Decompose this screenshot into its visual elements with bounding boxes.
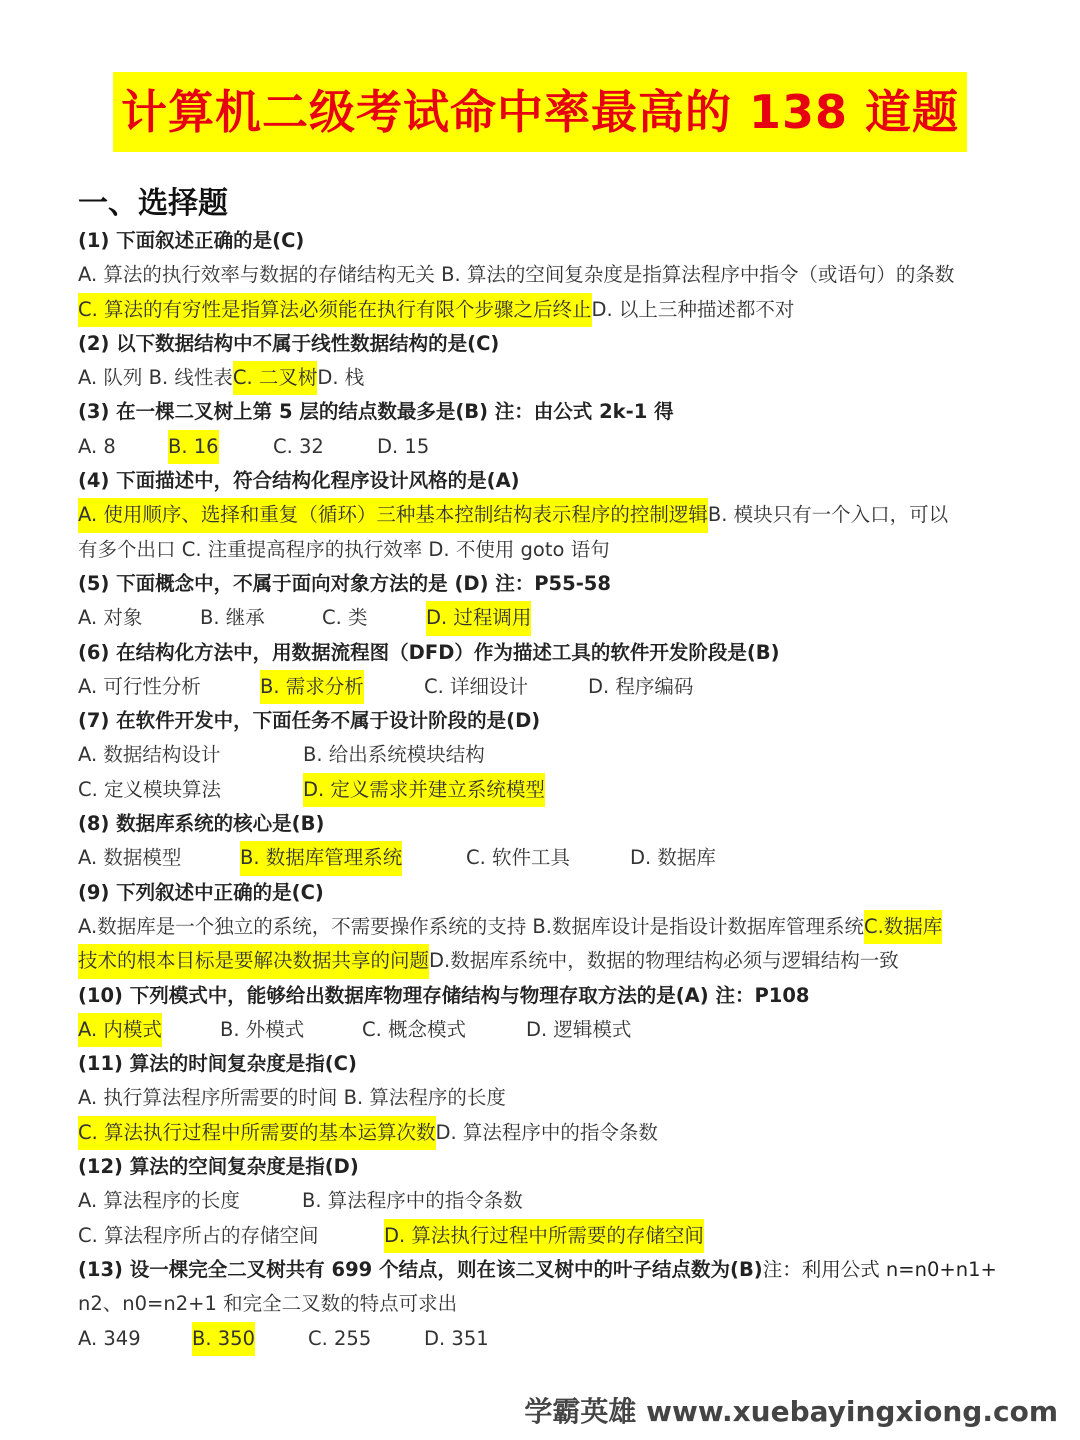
question-line (78, 464, 1013, 498)
text-segment: (1) 下面叙述正确的是(C) (78, 229, 305, 252)
question-list (78, 224, 1013, 1356)
answer-line (78, 498, 1013, 532)
question-line (78, 1253, 1013, 1287)
answer-column (78, 1322, 192, 1356)
answer-column (78, 1013, 220, 1047)
answer-line (78, 533, 1013, 567)
answer-column (78, 601, 200, 635)
question-line (78, 636, 1013, 670)
answer-column (424, 670, 588, 704)
answer-column (192, 1322, 308, 1356)
text-segment: (12) 算法的空间复杂度是指(D) (78, 1155, 359, 1179)
page-title: 计算机二级考试命中率最高的 138 道题 (113, 72, 967, 152)
answer-column (260, 670, 424, 704)
answer-column (78, 738, 303, 772)
text-segment: A. 执行算法程序所需要的时间 B. 算法程序的长度 (78, 1086, 506, 1110)
answer-column (240, 841, 466, 875)
question-line (78, 1150, 1013, 1184)
answer-column (78, 1219, 384, 1253)
title-wrap (0, 72, 1080, 152)
question-line (78, 979, 1013, 1013)
text-segment: (2) 以下数据结构中不属于线性数据结构的是(C) (78, 331, 500, 355)
text-segment: D. 算法程序中的指令条数 (435, 1120, 658, 1144)
answer-column (78, 670, 260, 704)
text-segment: D. 351 (424, 1326, 489, 1350)
text-segment: D. 数据库 (630, 846, 716, 870)
answer-column (466, 841, 630, 875)
answer-line (78, 430, 1013, 464)
text-segment: (11) 算法的时间复杂度是指(C) (78, 1052, 357, 1076)
answer-line (78, 1287, 1013, 1321)
correct-answer-highlight: B. 350 (192, 1322, 255, 1356)
text-segment: (7) 在软件开发中，下面任务不属于设计阶段的是(D) (78, 709, 541, 733)
section-heading: 一、选择题 (78, 186, 228, 221)
answer-column (362, 1013, 526, 1047)
question-line (78, 327, 1013, 361)
text-segment: B. 给出系统模块结构 (303, 743, 485, 767)
correct-answer-highlight: D. 过程调用 (426, 601, 531, 635)
text-segment: (9) 下列叙述中正确的是(C) (78, 880, 324, 904)
answer-line (78, 1184, 1013, 1218)
correct-answer-highlight: C. 算法的有穷性是指算法必须能在执行有限个步骤之后终止 (78, 293, 592, 327)
text-segment: D. 15 (377, 434, 430, 458)
text-segment: A. 可行性分析 (78, 674, 201, 698)
correct-answer-highlight: A. 内模式 (78, 1013, 162, 1047)
answer-line (78, 944, 1013, 978)
answer-column (200, 601, 322, 635)
answer-line (78, 910, 1013, 944)
answer-line (78, 841, 1013, 875)
text-segment: C. 软件工具 (466, 846, 571, 870)
text-segment: B. 算法程序中的指令条数 (302, 1189, 523, 1213)
answer-line (78, 773, 1013, 807)
answer-line (78, 258, 1013, 292)
correct-answer-highlight: C. 算法执行过程中所需要的基本运算次数 (78, 1116, 436, 1150)
text-segment: D. 栈 (317, 366, 365, 390)
text-segment: D. 逻辑模式 (526, 1017, 632, 1041)
answer-line (78, 293, 1013, 327)
answer-line (78, 670, 1013, 704)
answer-line (78, 1322, 1013, 1356)
answer-column (78, 841, 240, 875)
text-segment: A. 数据模型 (78, 846, 182, 870)
answer-column (308, 1322, 424, 1356)
answer-column (322, 601, 426, 635)
text-segment: C. 32 (273, 434, 324, 458)
text-segment: C. 255 (308, 1326, 372, 1350)
answer-line (78, 1116, 1013, 1150)
correct-answer-highlight: D. 定义需求并建立系统模型 (303, 773, 545, 807)
text-segment: n2、n0=n2+1 和完全二叉数的特点可求出 (78, 1292, 458, 1316)
text-segment: A. 算法的执行效率与数据的存储结构无关 B. 算法的空间复杂度是指算法程序中指令（或语句）的条数 (78, 263, 955, 287)
correct-answer-highlight: B. 16 (168, 430, 219, 464)
answer-column (78, 1184, 302, 1218)
text-segment: D.数据库系统中，数据的物理结构必须与逻辑结构一致 (429, 949, 899, 973)
answer-column (78, 430, 168, 464)
text-segment: A. 对象 (78, 606, 143, 630)
text-segment: (6) 在结构化方法中，用数据流程图（DFD）作为描述工具的软件开发阶段是(B) (78, 640, 780, 664)
answer-line (78, 1013, 1013, 1047)
footer-watermark: 学霸英雄 www.xuebayingxiong.com (524, 1395, 1058, 1428)
correct-answer-highlight: A. 使用顺序、选择和重复（循环）三种基本控制结构表示程序的控制逻辑 (78, 498, 708, 532)
question-line (78, 1047, 1013, 1081)
text-segment: (10) 下列模式中，能够给出数据库物理存储结构与物理存取方法的是(A) 注：P108 (78, 983, 810, 1007)
text-segment: 注：利用公式 n=n0+n1+ (762, 1257, 997, 1281)
text-segment: A. 队列 B. 线性表 (78, 366, 233, 390)
text-segment: C. 概念模式 (362, 1017, 467, 1041)
correct-answer-highlight: C. 二叉树 (233, 361, 318, 395)
correct-answer-highlight: D. 算法执行过程中所需要的存储空间 (384, 1219, 704, 1253)
answer-column (78, 773, 303, 807)
question-line (78, 876, 1013, 910)
answer-line (78, 361, 1013, 395)
text-segment: B. 外模式 (220, 1017, 305, 1041)
text-segment: A. 8 (78, 434, 116, 458)
text-segment: C. 定义模块算法 (78, 777, 222, 801)
correct-answer-highlight: C.数据库 (864, 910, 942, 944)
question-line (78, 567, 1013, 601)
text-segment: (5) 下面概念中，不属于面向对象方法的是 (D) 注：P55-58 (78, 571, 611, 595)
correct-answer-highlight: B. 需求分析 (260, 670, 364, 704)
text-segment: (3) 在一棵二叉树上第 5 层的结点数最多是(B) 注：由公式 2k-1 得 (78, 400, 674, 424)
answer-line (78, 1081, 1013, 1115)
text-segment: A. 数据结构设计 (78, 743, 221, 767)
text-segment: D. 程序编码 (588, 674, 694, 698)
question-line (78, 224, 1013, 258)
text-segment: (4) 下面描述中，符合结构化程序设计风格的是(A) (78, 469, 520, 493)
text-segment: 有多个出口 C. 注重提高程序的执行效率 D. 不使用 goto 语句 (78, 537, 610, 561)
question-line (78, 704, 1013, 738)
text-segment: A. 算法程序的长度 (78, 1189, 240, 1213)
correct-answer-highlight: 技术的根本目标是要解决数据共享的问题 (78, 944, 429, 978)
text-segment: B. 继承 (200, 606, 265, 630)
answer-column (168, 430, 273, 464)
text-segment: A.数据库是一个独立的系统，不需要操作系统的支持 B.数据库设计是指设计数据库管理系统 (78, 914, 864, 938)
text-segment: D. 以上三种描述都不对 (591, 297, 795, 321)
text-segment: B. 模块只有一个入口，可以 (707, 503, 949, 527)
answer-line (78, 1219, 1013, 1253)
answer-column (273, 430, 377, 464)
text-segment: A. 349 (78, 1326, 141, 1350)
question-line (78, 807, 1013, 841)
answer-line (78, 601, 1013, 635)
text-segment: C. 详细设计 (424, 674, 529, 698)
text-segment: (8) 数据库系统的核心是(B) (78, 812, 325, 836)
answer-column (220, 1013, 362, 1047)
answer-line (78, 738, 1013, 772)
text-segment: (13) 设一棵完全二叉树共有 699 个结点，则在该二叉树中的叶子结点数为(B) (78, 1257, 763, 1281)
question-line (78, 395, 1013, 429)
text-segment: C. 类 (322, 606, 368, 630)
text-segment: C. 算法程序所占的存储空间 (78, 1223, 319, 1247)
correct-answer-highlight: B. 数据库管理系统 (240, 841, 402, 875)
